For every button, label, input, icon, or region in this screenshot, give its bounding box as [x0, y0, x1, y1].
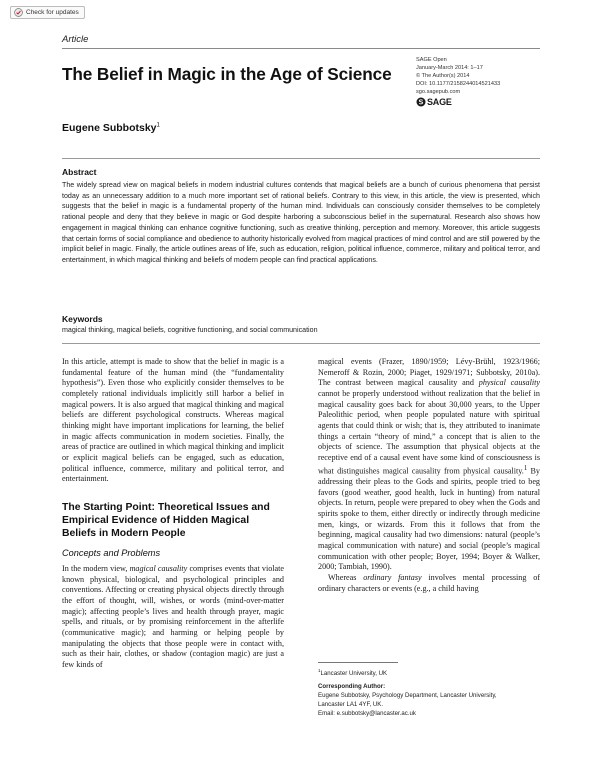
body-text: magical events (Frazer, 1890/1959; Lévy-Brühl, 1923/1966; Nemeroff & Rozin, 2000; Piaget, 1929/1971; Subbotsky, 2010a). The contrast between magical causality and: [318, 357, 540, 388]
corresponding-author-address: Lancaster LA1 4YF, UK.: [318, 700, 384, 708]
body-text: involves mental processing of ordinary characters or events (e.g., a child having: [318, 572, 540, 593]
sage-logo-icon: [416, 97, 426, 107]
corresponding-author-heading: Corresponding Author:: [318, 682, 386, 690]
author-affiliation-marker: 1: [156, 122, 160, 129]
affiliation-note: [318, 667, 540, 679]
footnote-marker: 1: [523, 464, 528, 472]
issue-info: January-March 2014: 1–17: [416, 65, 483, 71]
article-title: The Belief in Magic in the Age of Science: [62, 64, 392, 84]
article-type-label: Article: [62, 34, 89, 45]
footnotes: [318, 667, 540, 719]
publication-info: [416, 56, 542, 107]
keywords-heading: Keywords: [62, 314, 103, 324]
intro-paragraph: In this article, attempt is made to show that the belief in magic is a fundamental feature of the human mind (the “fundamentality hypothesis”). Even those who explicitly consider themselves to be completely rational individuals implicitly still harbor a belief in magical powers. It is also argued that magical thinking and magical beliefs are different psychological constructs. Whereas magical thinking might have important implications for learning, the belief in magic affects communication in modern societies. Finally, the areas of practice are outlined in which magical thinking and implicit or explicit magical beliefs can be engaged, such as education, political influence, commerce, military and political terror, and entertainment.: [62, 357, 285, 484]
body-paragraph: [62, 564, 284, 671]
doi-link[interactable]: DOI: 10.1177/2158244014521433: [416, 81, 501, 87]
footnote-divider: [318, 662, 398, 663]
affiliation-text: Lancaster University, UK: [320, 670, 388, 677]
check-for-updates-label: Check for updates: [26, 9, 79, 16]
body-paragraph: [318, 573, 540, 594]
abstract-heading: Abstract: [62, 167, 97, 177]
header-divider: [62, 48, 540, 49]
sage-logo: [416, 97, 542, 107]
section-heading: The Starting Point: Theoretical Issues and Empirical Evidence of Hidden Magical Beliefs in Modern People: [62, 501, 270, 540]
body-paragraph: [318, 357, 540, 573]
journal-url[interactable]: sgo.sagepub.com: [416, 89, 461, 95]
subsection-heading: Concepts and Problems: [62, 548, 161, 559]
body-column-right: [318, 357, 540, 594]
body-text: cannot be properly understood without realization that the belief in magical causality goes back for about 30,000 years, to the Upper Paleolithic period, when people populated nature with spiritual agents that could think or wish; that is, they attributed to inanimate things a certain “theory of mind,” a concept that is alien to the objects of science. The assumption that physical objects at the receptive end of a causal event have some kind of consciousness is what distinguishes magical causality from physical causality.: [318, 388, 540, 476]
corresponding-author-line: Eugene Subbotsky, Psychology Department, Lancaster University,: [318, 691, 497, 699]
abstract-text: The widely spread view on magical beliefs in modern industrial cultures contends that magical beliefs are a bunch of curious phenomena that persist today as an unnecessary addition to a much more important set of rational beliefs. Contrary to this view, in this article, the view is presented, which suggests that the belief in magic is a fundamental property of the human mind. Individuals can consciously consider themselves to be completely rational people and deny that they believe in magic or God despite harboring a subconscious belief in the supernatural. Research also shows how engagement in magical thinking can enhance cognitive functioning, such as creative thinking, perception and memory. Moreover, this article suggests that certain forms of social compliance and obedience to authority historically evolved from magical practices of mind control and are still powered by the implicit belief in magic. Finally, the article outlines areas of life, such as education, religion, political influence, commerce, military and political terror, and entertainment, in which magical thinking and beliefs of modern people can find practical applications.: [62, 181, 540, 264]
journal-name: SAGE Open: [416, 57, 447, 63]
body-text: comprises events that violate known physical, biological, and psychological principles and conventions. Affecting or creating physical objects directly through the effort of thought, will, wishes, or words (mind-over-matter magic); affecting people’s lives and health through prayer, magic spells, and rituals, or by promising reinforcement in the afterlife (communicative magic); and harming or helping people by manipulating the objects that those people were in contact with, such as their hair, clothes, or shadow (contagion magic) are just a few kinds of: [62, 564, 285, 670]
crossmark-icon: [14, 8, 23, 17]
check-for-updates-badge[interactable]: [10, 6, 85, 19]
emphasis-term: magical causality: [129, 564, 188, 574]
affiliation-marker: 1: [318, 667, 321, 673]
body-text: In the modern view,: [62, 564, 130, 574]
author-name: [62, 122, 160, 134]
author-name-text: Eugene Subbotsky: [62, 122, 157, 134]
keywords-text: magical thinking, magical beliefs, cognitive functioning, and social communication: [62, 326, 318, 334]
emphasis-term: physical causality: [478, 378, 540, 388]
body-column-left: [62, 357, 284, 671]
body-text: Whereas: [328, 572, 364, 582]
copyright-line: © The Author(s) 2014: [416, 73, 470, 79]
sage-logo-text: SAGE: [427, 97, 452, 107]
emphasis-term: ordinary fantasy: [363, 572, 422, 582]
body-text: By addressing their pleas to the Gods and spirits, people tried to beg favors (good weather, good health, luck in hunting) from natural objects. In return, people were prepared to obey when the Gods and spirits spoke to them, either directly or indirectly through medicine men, kings, or wizards. From this it follows that from the beginning, magical causality had two dimensions: natural (people’s magical communication with nature) and social (people’s magical communication with other people; Boyer, 1994; Boyer & Walker, 2000; Tambiah, 1990).: [318, 466, 540, 572]
abstract-divider: [62, 158, 540, 159]
keywords-divider: [62, 343, 540, 344]
corresponding-author-email[interactable]: Email: e.subbotsky@lancaster.ac.uk: [318, 709, 416, 717]
